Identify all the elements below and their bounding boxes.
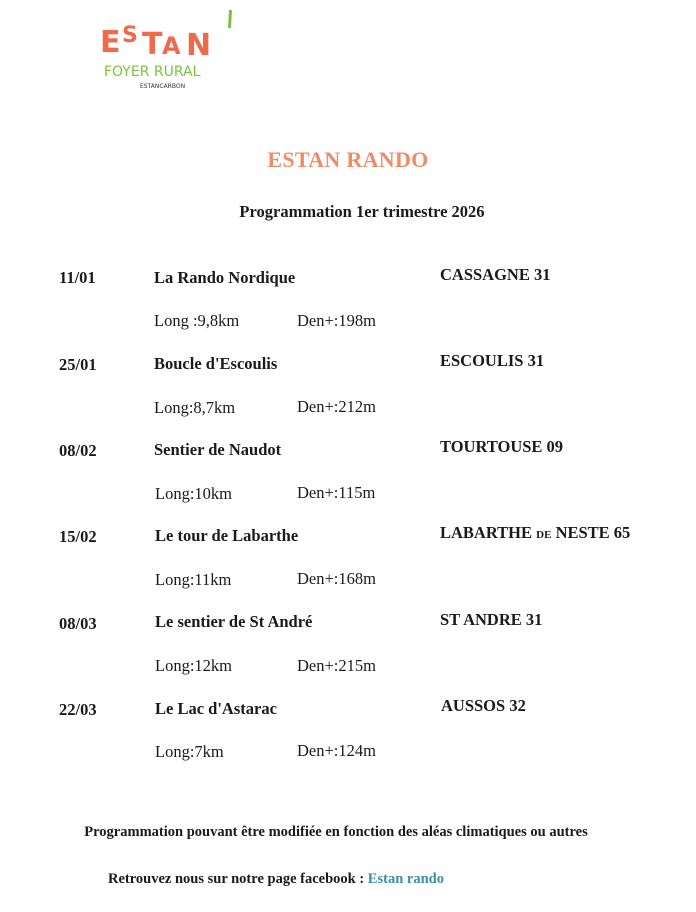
hike-location: AUSSOS 32 xyxy=(441,696,526,715)
hike-elevation: Den+:215m xyxy=(297,656,376,675)
logo-accent-mark xyxy=(228,10,232,28)
hike-date: 08/03 xyxy=(59,614,97,633)
facebook-line xyxy=(108,871,444,888)
logo-subtitle: FOYER RURAL xyxy=(104,64,201,80)
hike-location: TOURTOUSE 09 xyxy=(440,437,564,456)
logo-brand-E: E xyxy=(100,25,121,60)
hike-location: ESCOULIS 31 xyxy=(440,351,545,370)
hike-length: Long:12km xyxy=(155,656,232,675)
hike-name: Sentier de Naudot xyxy=(154,440,282,459)
logo-brand-N: N xyxy=(186,28,212,63)
facebook-prefix: Retrouvez nous sur notre page facebook : xyxy=(108,871,368,887)
hike-elevation: Den+:212m xyxy=(297,397,376,416)
program-subtitle: Programmation 1er trimestre 2026 xyxy=(239,202,485,221)
hike-elevation: Den+:168m xyxy=(297,569,376,588)
facebook-page-link[interactable]: Estan rando xyxy=(367,871,444,887)
location-part: LABARTHE xyxy=(440,523,537,542)
hike-date: 15/02 xyxy=(59,527,97,546)
hike-location xyxy=(440,523,630,543)
logo-brand-S: S xyxy=(122,23,138,48)
hike-date: 22/03 xyxy=(59,700,97,719)
location-part-smallcaps: DE xyxy=(536,529,552,541)
hike-elevation: Den+:124m xyxy=(297,741,376,760)
weather-disclaimer: Programmation pouvant être modifiée en fonction des aléas climatiques ou autres xyxy=(84,824,588,840)
hike-date: 08/02 xyxy=(59,441,97,460)
hike-elevation: Den+:198m xyxy=(297,311,376,330)
hike-name: Le Lac d'Astarac xyxy=(155,699,277,718)
hike-elevation: Den+:115m xyxy=(297,483,376,502)
hike-length: Long:11km xyxy=(155,570,232,589)
logo-brand-A: A xyxy=(162,32,181,60)
logo-place: ESTANCARBON xyxy=(140,83,186,90)
hike-name: Boucle d'Escoulis xyxy=(154,354,278,373)
logo-brand-T: T xyxy=(142,27,163,62)
hike-name: La Rando Nordique xyxy=(154,268,296,287)
hike-location: ST ANDRE 31 xyxy=(440,610,543,629)
hike-name: Le sentier de St André xyxy=(155,612,313,631)
logo xyxy=(98,8,248,92)
location-part: NESTE 65 xyxy=(551,523,631,542)
hike-location: CASSAGNE 31 xyxy=(440,265,551,284)
hike-length: Long:8,7km xyxy=(154,398,236,417)
hike-name: Le tour de Labarthe xyxy=(155,526,299,545)
hike-length: Long :9,8km xyxy=(154,311,240,330)
hike-length: Long:7km xyxy=(155,742,224,761)
hike-date: 11/01 xyxy=(59,268,96,287)
logo-graphic xyxy=(98,8,248,92)
page-title: ESTAN RANDO xyxy=(267,147,429,172)
hike-length: Long:10km xyxy=(155,484,232,503)
hike-date: 25/01 xyxy=(59,355,97,374)
